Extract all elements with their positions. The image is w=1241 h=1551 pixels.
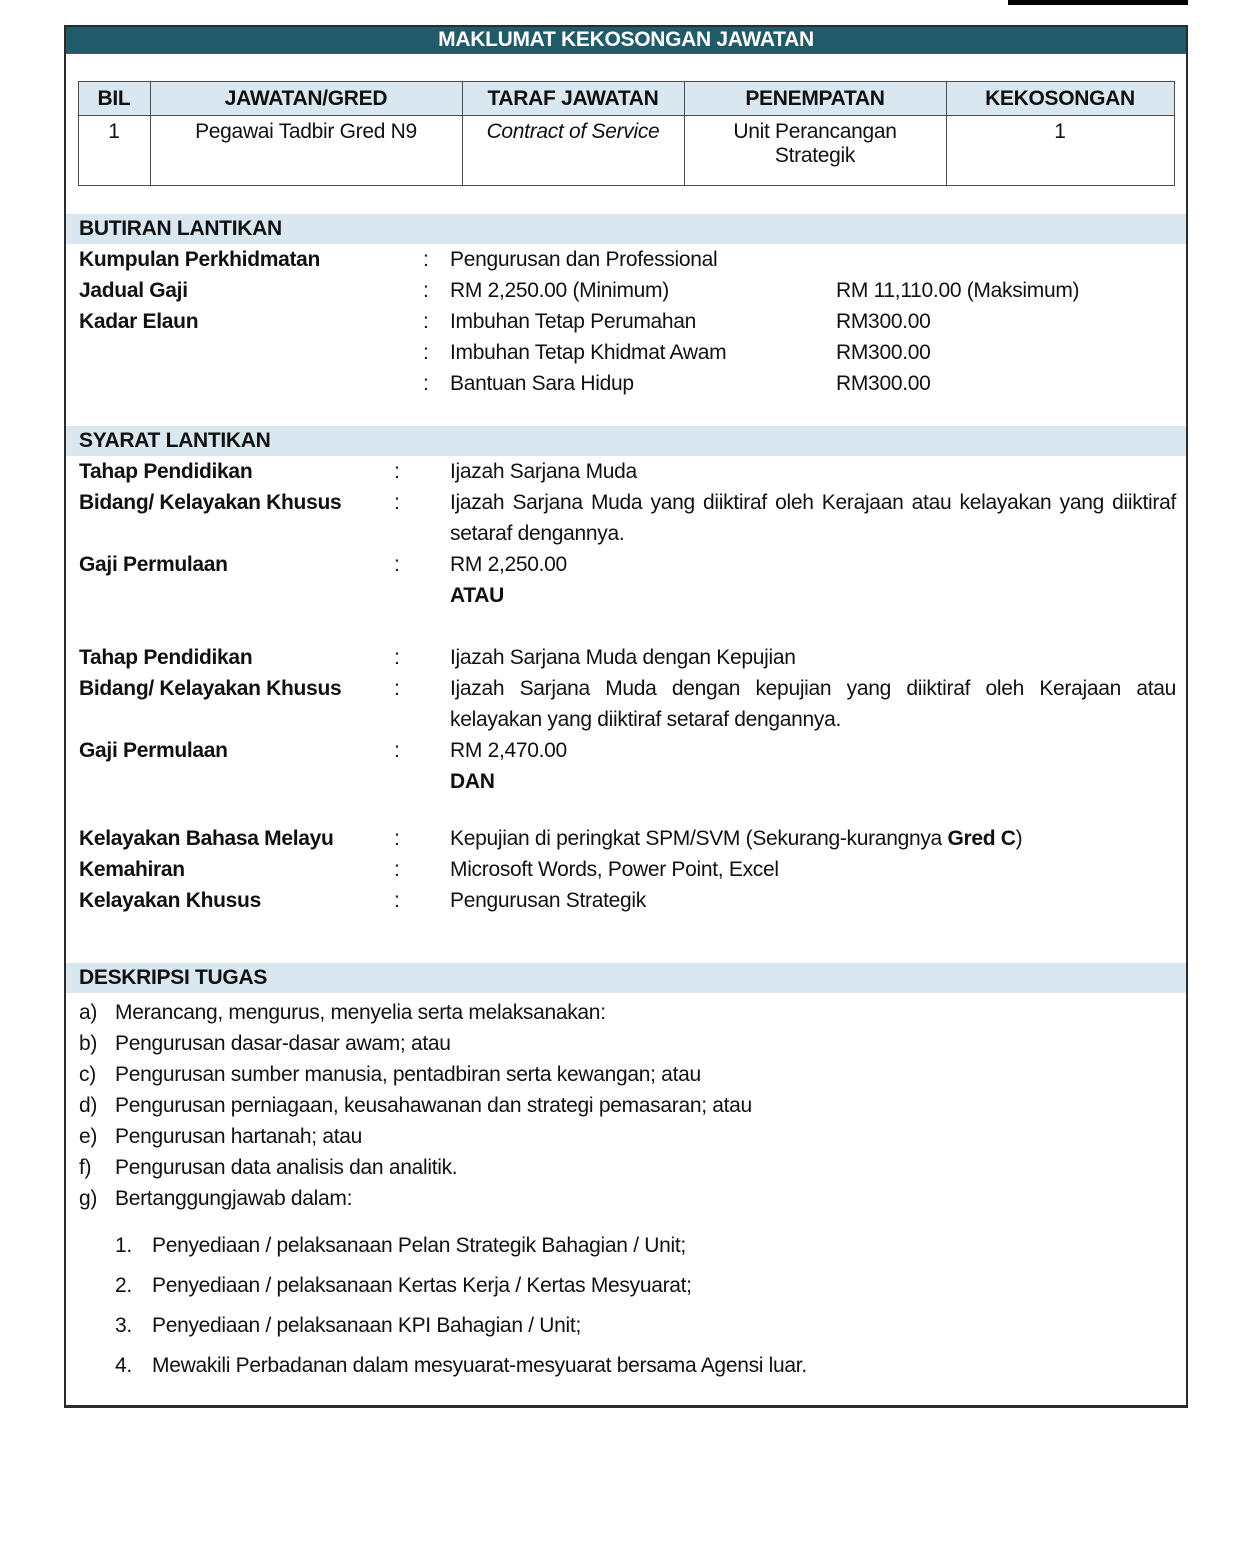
list-text: Pengurusan sumber manusia, pentadbiran serta kewangan; atau <box>115 1063 701 1086</box>
col-header-kekosongan: KEKOSONGAN <box>946 82 1174 116</box>
kv-value: Ijazah Sarjana Muda yang diiktiraf oleh Kerajaan atau kelayakan yang diiktiraf setaraf dengannya. <box>450 491 1176 545</box>
list-item <box>66 1059 1186 1090</box>
syarat-lantikan-section <box>66 456 1186 916</box>
kv-value2: RM300.00 <box>836 372 931 395</box>
kv-colon: : <box>394 491 400 514</box>
kv-value: Ijazah Sarjana Muda <box>450 460 637 483</box>
list-marker: e) <box>79 1125 98 1148</box>
kv-row-kelayakan-bahasa-melayu <box>66 823 1186 854</box>
section-heading-deskripsi-tugas: DESKRIPSI TUGAS <box>66 963 1186 993</box>
section-heading-syarat-lantikan: SYARAT LANTIKAN <box>66 426 1186 456</box>
kv-value: Imbuhan Tetap Perumahan <box>450 310 697 333</box>
list-text: Pengurusan data analisis dan analitik. <box>115 1156 458 1179</box>
value-suffix: ) <box>1015 827 1023 850</box>
connector-atau: ATAU <box>450 584 505 607</box>
kv-value: Ijazah Sarjana Muda dengan Kepujian <box>450 646 796 669</box>
kv-row-elaun-2 <box>66 337 1186 368</box>
kv-value2: RM300.00 <box>836 341 931 364</box>
kv-value: RM 2,250.00 (Minimum) <box>450 279 669 302</box>
cell-taraf-jawatan: Contract of Service <box>462 116 684 186</box>
list-item <box>66 1350 1186 1381</box>
vacancy-table-header-row <box>78 82 1174 116</box>
kv-colon: : <box>394 889 400 912</box>
kv-value2: RM300.00 <box>836 310 931 333</box>
syarat-block-2 <box>66 642 1186 797</box>
col-header-penempatan: PENEMPATAN <box>684 82 946 116</box>
kv-colon <box>394 766 450 797</box>
kv-colon: : <box>394 460 400 483</box>
vacancy-table <box>78 81 1175 186</box>
kv-value2: RM 11,110.00 (Maksimum) <box>836 279 1080 302</box>
list-text: Pengurusan hartanah; atau <box>115 1125 363 1148</box>
kv-row-connector-atau <box>66 580 1186 611</box>
kv-row-elaun-3 <box>66 368 1186 399</box>
syarat-block-1 <box>66 456 1186 611</box>
kv-value: Pengurusan dan Professional <box>450 248 718 271</box>
list-marker: b) <box>79 1032 98 1055</box>
kv-label: Kadar Elaun <box>79 310 199 333</box>
list-item <box>66 1028 1186 1059</box>
kv-row-bidang-kelayakan-1 <box>66 487 1186 549</box>
syarat-block-3 <box>66 823 1186 916</box>
kv-value2 <box>836 244 1186 275</box>
kv-colon: : <box>423 341 429 364</box>
kv-colon: : <box>394 646 400 669</box>
kv-row-jadual-gaji <box>66 275 1186 306</box>
kv-colon: : <box>394 739 400 762</box>
kv-label <box>66 337 423 368</box>
kv-value <box>450 823 1186 854</box>
value-bold: Gred C <box>947 827 1016 850</box>
list-item <box>66 1090 1186 1121</box>
list-text: Merancang, mengurus, menyelia serta melaksanakan: <box>115 1001 606 1024</box>
list-marker: 4. <box>115 1354 132 1377</box>
kv-value: Microsoft Words, Power Point, Excel <box>450 858 779 881</box>
list-text: Penyediaan / pelaksanaan Pelan Strategik Bahagian / Unit; <box>152 1234 686 1257</box>
page-title: MAKLUMAT KEKOSONGAN JAWATAN <box>66 27 1186 54</box>
list-text: Pengurusan perniagaan, keusahawanan dan strategi pemasaran; atau <box>115 1094 752 1117</box>
kv-label: Bidang/ Kelayakan Khusus <box>79 491 342 514</box>
kv-value: Pengurusan Strategik <box>450 889 646 912</box>
kv-row-kemahiran <box>66 854 1186 885</box>
kv-label: Gaji Permulaan <box>79 553 228 576</box>
kv-colon: : <box>423 248 429 271</box>
list-item <box>66 997 1186 1028</box>
spacer <box>66 797 1186 823</box>
list-item <box>66 1183 1186 1214</box>
document-page <box>64 25 1188 1408</box>
kv-value: Imbuhan Tetap Khidmat Awam <box>450 341 727 364</box>
kv-row-tahap-pendidikan-2 <box>66 642 1186 673</box>
kv-label: Kemahiran <box>79 858 185 881</box>
col-header-bil: BIL <box>78 82 150 116</box>
kv-label <box>66 368 423 399</box>
butiran-lantikan-section <box>66 244 1186 399</box>
kv-colon: : <box>423 372 429 395</box>
table-row <box>78 116 1174 186</box>
kv-value: Bantuan Sara Hidup <box>450 372 634 395</box>
kv-row-kumpulan-perkhidmatan <box>66 244 1186 275</box>
kv-label: Tahap Pendidikan <box>79 646 253 669</box>
list-text: Pengurusan dasar-dasar awam; atau <box>115 1032 451 1055</box>
list-text: Mewakili Perbadanan dalam mesyuarat-mesyuarat bersama Agensi luar. <box>152 1354 807 1377</box>
list-marker: 2. <box>115 1274 132 1297</box>
kv-colon: : <box>423 310 429 333</box>
list-text: Bertanggungjawab dalam: <box>115 1187 353 1210</box>
list-item <box>66 1152 1186 1183</box>
kv-colon: : <box>394 553 400 576</box>
kv-row-gaji-permulaan-2 <box>66 735 1186 766</box>
kv-colon <box>394 580 450 611</box>
deskripsi-lettered-list <box>66 997 1186 1214</box>
list-item <box>66 1310 1186 1341</box>
kv-colon: : <box>394 858 400 881</box>
kv-row-tahap-pendidikan-1 <box>66 456 1186 487</box>
kv-row-kadar-elaun <box>66 306 1186 337</box>
list-marker: 3. <box>115 1314 132 1337</box>
kv-label: Kumpulan Perkhidmatan <box>79 248 321 271</box>
kv-row-kelayakan-khusus <box>66 885 1186 916</box>
list-item <box>66 1270 1186 1301</box>
kv-colon: : <box>423 279 429 302</box>
list-item <box>66 1121 1186 1152</box>
list-marker: g) <box>79 1187 98 1210</box>
spacer <box>66 611 1186 642</box>
list-marker: a) <box>79 1001 98 1024</box>
cell-bil: 1 <box>78 116 150 186</box>
kv-label: Gaji Permulaan <box>79 739 228 762</box>
section-heading-butiran-lantikan: BUTIRAN LANTIKAN <box>66 214 1186 244</box>
list-marker: c) <box>79 1063 96 1086</box>
cell-jawatan-gred: Pegawai Tadbir Gred N9 <box>150 116 462 186</box>
kv-colon: : <box>394 827 400 850</box>
list-marker: d) <box>79 1094 98 1117</box>
kv-value: RM 2,250.00 <box>450 553 567 576</box>
deskripsi-numbered-list <box>66 1230 1186 1381</box>
kv-row-gaji-permulaan-1 <box>66 549 1186 580</box>
value-prefix: Kepujian di peringkat SPM/SVM (Sekurang-kurangnya <box>450 827 948 850</box>
kv-value: Ijazah Sarjana Muda dengan kepujian yang diiktiraf oleh Kerajaan atau kelayakan yang diiktiraf setaraf dengannya. <box>450 677 1176 731</box>
cell-kekosongan: 1 <box>946 116 1174 186</box>
kv-label <box>66 580 394 611</box>
col-header-taraf-jawatan: TARAF JAWATAN <box>462 82 684 116</box>
kv-label: Tahap Pendidikan <box>79 460 253 483</box>
kv-row-bidang-kelayakan-2 <box>66 673 1186 735</box>
kv-label: Bidang/ Kelayakan Khusus <box>79 677 342 700</box>
kv-label: Kelayakan Khusus <box>79 889 261 912</box>
kv-label <box>66 766 394 797</box>
kv-colon: : <box>394 677 400 700</box>
list-marker: f) <box>79 1156 92 1179</box>
list-text: Penyediaan / pelaksanaan KPI Bahagian / Unit; <box>152 1314 581 1337</box>
cell-penempatan: Unit Perancangan Strategik <box>684 116 946 186</box>
kv-label: Kelayakan Bahasa Melayu <box>79 827 334 850</box>
cropped-top-bar <box>1008 0 1188 5</box>
col-header-jawatan-gred: JAWATAN/GRED <box>150 82 462 116</box>
kv-row-connector-dan <box>66 766 1186 797</box>
list-item <box>66 1230 1186 1261</box>
list-text: Penyediaan / pelaksanaan Kertas Kerja / Kertas Mesyuarat; <box>152 1274 692 1297</box>
kv-label: Jadual Gaji <box>79 279 188 302</box>
kv-value: RM 2,470.00 <box>450 739 567 762</box>
list-marker: 1. <box>115 1234 132 1257</box>
connector-dan: DAN <box>450 770 495 793</box>
